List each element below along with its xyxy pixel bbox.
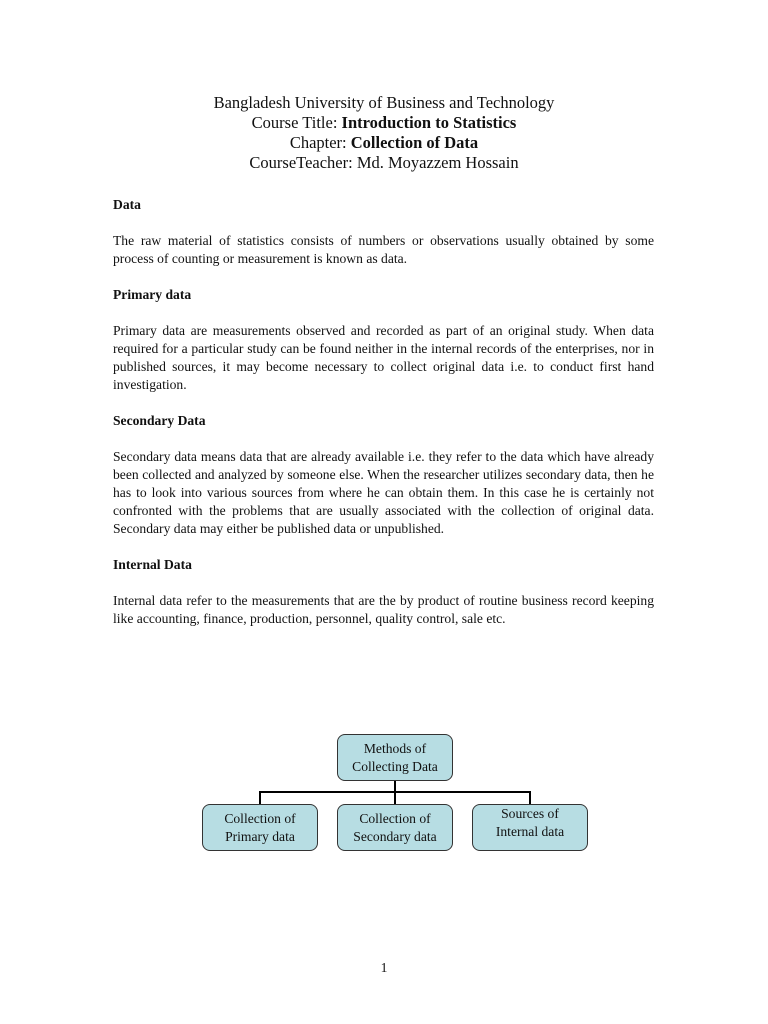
child-internal-line1: Sources of — [501, 806, 559, 821]
child-primary-line1: Collection of — [224, 810, 296, 826]
diagram-root-box — [337, 734, 453, 781]
connector-left-down — [259, 791, 261, 804]
section-body-secondary-data: Secondary data means data that are already available i.e. they refer to the data which have already been collected and analyzed by someone else. When the researcher utilizes secondary data, then he has to look into various sources from where he can obtain them. In this case he is certainly not confronted with the problems that are usually associated with the collection of original data. Secondary data may either be published data or unpublished. — [113, 449, 654, 536]
chapter-line — [0, 133, 768, 153]
section-body-internal-data: Internal data refer to the measurements that are the by product of routine business record keeping like accounting, finance, production, personnel, quality control, sale etc. — [113, 593, 654, 626]
course-teacher: CourseTeacher: Md. Moyazzem Hossain — [249, 153, 519, 172]
course-title-prefix: Course Title: — [251, 113, 342, 132]
child-secondary-line2: Secondary data — [353, 828, 437, 844]
diagram-child-secondary — [337, 804, 453, 851]
diagram-child-internal — [472, 804, 588, 851]
section-heading-internal-data: Internal Data — [113, 557, 192, 572]
connector-middle-down — [394, 791, 396, 804]
course-title: Introduction to Statistics — [341, 113, 517, 132]
child-internal-line2: Internal data — [495, 824, 565, 839]
page-number: 1 — [380, 960, 388, 975]
course-title-line — [0, 113, 768, 133]
connector-root-down — [394, 780, 396, 792]
chapter-title: Collection of Data — [350, 133, 479, 152]
document-header — [0, 93, 768, 173]
document-body — [113, 196, 654, 628]
section-heading-data: Data — [113, 197, 141, 212]
connector-horizontal — [259, 791, 531, 793]
section-body-data: The raw material of statistics consists of numbers or observations usually obtained by some process of counting or measurement is known as data. — [113, 233, 654, 266]
section-heading-secondary-data: Secondary Data — [113, 413, 206, 428]
root-line2: Collecting Data — [352, 758, 438, 774]
diagram-child-primary — [202, 804, 318, 851]
university-name: Bangladesh University of Business and Technology — [213, 93, 555, 112]
section-body-primary-data: Primary data are measurements observed and recorded as part of an original study. When data required for a particular study can be found neither in the internal records of the enterprises, nor in published sources, it may become necessary to collect original data i.e. to conduct first hand investigation. — [113, 323, 654, 392]
root-line1: Methods of — [363, 740, 427, 756]
child-secondary-line1: Collection of — [359, 810, 431, 826]
child-primary-line2: Primary data — [225, 828, 295, 844]
section-heading-primary-data: Primary data — [113, 287, 192, 302]
connector-right-down — [529, 791, 531, 804]
chapter-prefix: Chapter: — [289, 133, 351, 152]
